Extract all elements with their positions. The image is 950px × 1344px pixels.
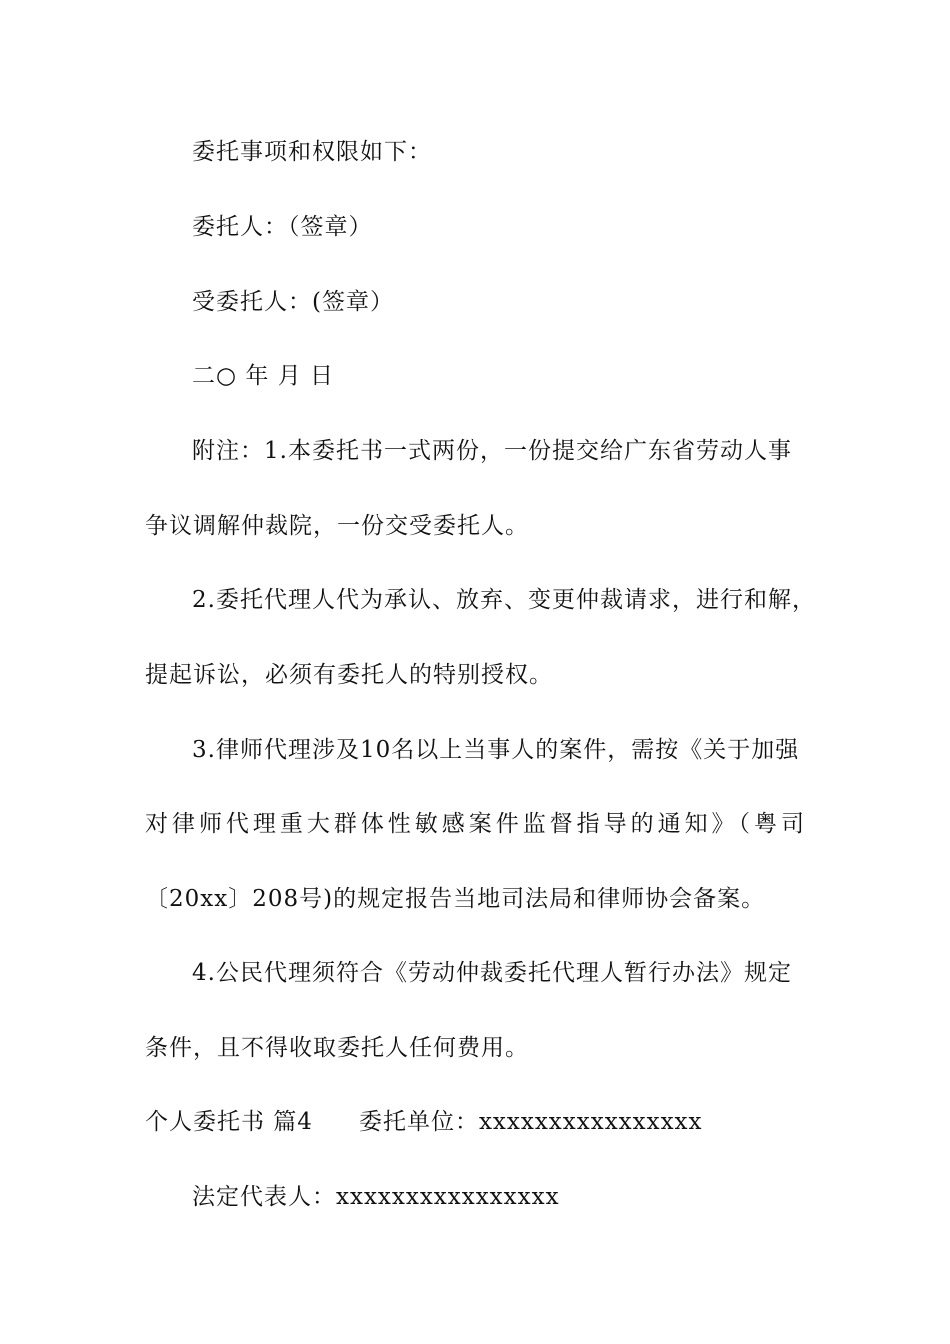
text-line-entrusted-matters: 委托事项和权限如下： — [192, 139, 432, 165]
text-line-principal-signature: 委托人：（签章） — [192, 214, 373, 240]
text-line-date: 二○ 年 月 日 — [192, 363, 335, 389]
text-line-note-3a: 3.律师代理涉及10名以上当事人的案件，需按《关于加强 — [192, 737, 800, 763]
text-line-note-4a: 4.公民代理须符合《劳动仲裁委托代理人暂行办法》规定 — [192, 960, 792, 986]
text-line-note-1b: 争议调解仲裁院，一份交受委托人。 — [145, 513, 529, 539]
section-heading: 个人委托书 篇4 — [145, 1109, 313, 1135]
text-line-note-2b: 提起诉讼，必须有委托人的特别授权。 — [145, 662, 553, 688]
text-line-note-2a: 2.委托代理人代为承认、放弃、变更仲裁请求，进行和解， — [192, 587, 816, 613]
entrusting-unit-line: 委托单位：xxxxxxxxxxxxxxxx — [358, 1109, 703, 1135]
text-line-agent-signature: 受委托人：(签章） — [192, 289, 394, 315]
text-line-note-4b: 条件，且不得收取委托人任何费用。 — [145, 1035, 529, 1061]
text-line-note-3c: 〔20xx〕208号)的规定报告当地司法局和律师协会备案。 — [145, 886, 766, 912]
section-heading-row — [145, 1107, 703, 1137]
text-line-note-1a: 附注：1.本委托书一式两份，一份提交给广东省劳动人事 — [192, 438, 792, 464]
text-line-legal-representative: 法定代表人：xxxxxxxxxxxxxxxx — [192, 1184, 560, 1210]
text-line-note-3b: 对律师代理重大群体性敏感案件监督指导的通知》（粤司 — [145, 811, 805, 837]
